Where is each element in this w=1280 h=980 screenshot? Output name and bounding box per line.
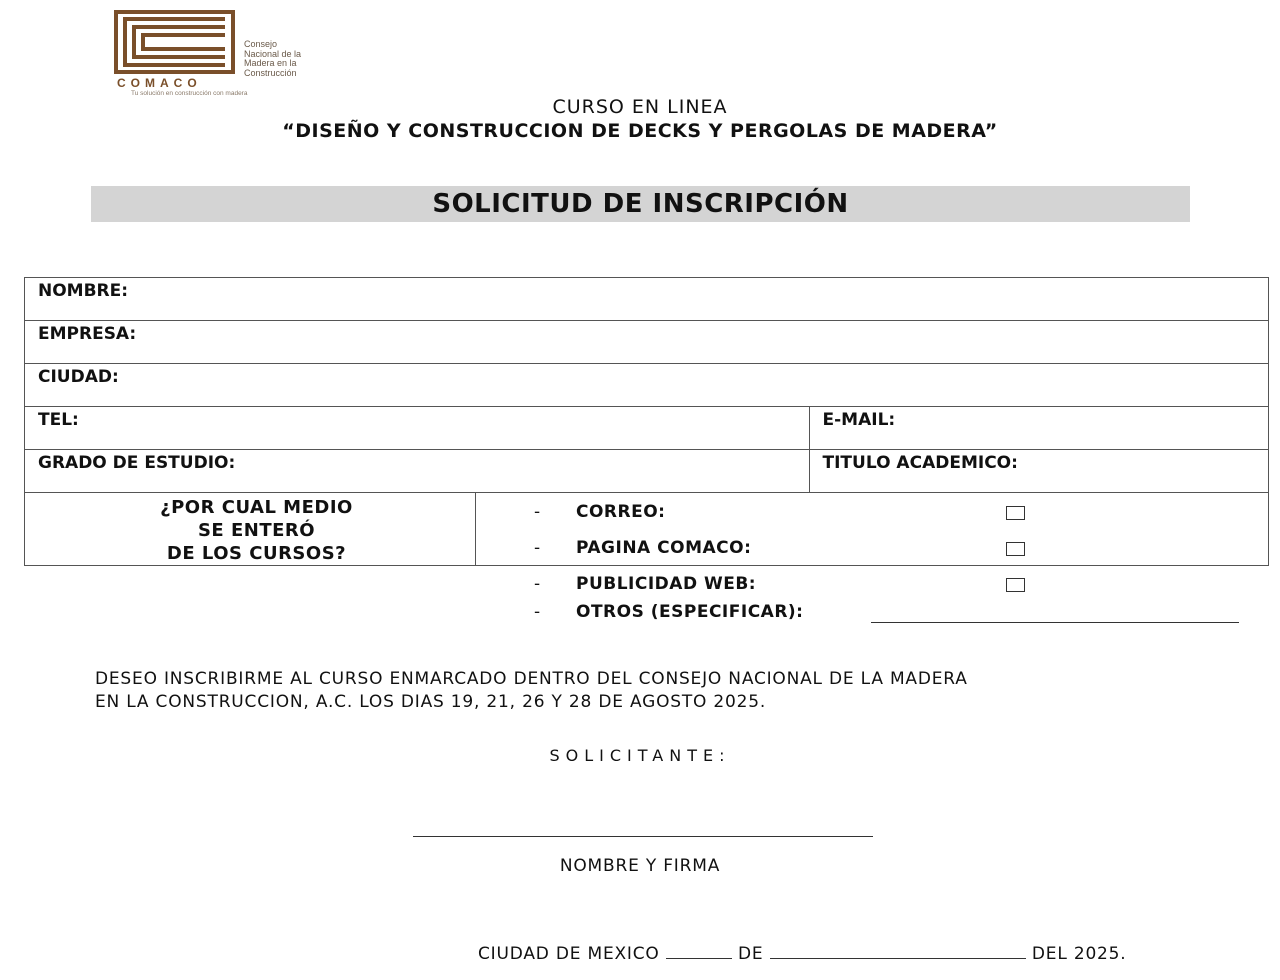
- date-city: CIUDAD DE MEXICO: [478, 944, 660, 964]
- empresa-label: EMPRESA:: [38, 324, 137, 344]
- form-title-banner: SOLICITUD DE INSCRIPCIÓN: [91, 186, 1190, 222]
- option-label: PAGINA COMACO:: [576, 538, 752, 558]
- month-blank[interactable]: [770, 944, 1026, 959]
- medio-question: ¿POR CUAL MEDIO SE ENTERÓ DE LOS CURSOS?: [25, 493, 476, 566]
- logo-brand: COMACO: [117, 76, 202, 90]
- comaco-logo-mark-icon: [113, 10, 238, 80]
- registration-form: [24, 277, 1269, 622]
- option-pagina-comaco: - PAGINA COMACO:: [476, 538, 1280, 562]
- nombre-label: NOMBRE:: [38, 281, 129, 301]
- tel-field[interactable]: [25, 407, 810, 450]
- titulo-label: TITULO ACADEMICO:: [822, 453, 1018, 473]
- logo-org-name: Consejo Nacional de la Madera en la Construcción: [244, 39, 302, 78]
- date-year: DEL 2025.: [1031, 944, 1127, 964]
- tel-label: TEL:: [38, 410, 79, 430]
- email-label: E-MAIL:: [822, 410, 896, 430]
- option-otros: - OTROS (ESPECIFICAR):: [476, 602, 1280, 626]
- logo-tagline: Tu solución en construcción con madera: [131, 90, 248, 97]
- option-label: PUBLICIDAD WEB:: [576, 574, 757, 594]
- email-field[interactable]: [809, 407, 1268, 450]
- ciudad-label: CIUDAD:: [38, 367, 119, 387]
- grado-field[interactable]: [25, 450, 810, 493]
- course-type: CURSO EN LINEA: [552, 96, 728, 118]
- checkbox-correo[interactable]: [1006, 506, 1025, 520]
- option-label: CORREO:: [576, 502, 666, 522]
- grado-label: GRADO DE ESTUDIO:: [38, 453, 236, 473]
- empresa-field[interactable]: [25, 321, 1269, 364]
- date-line: [478, 944, 1127, 964]
- comaco-logo: [113, 10, 353, 100]
- option-publicidad-web: - PUBLICIDAD WEB:: [476, 574, 1280, 598]
- medio-options: [476, 493, 1269, 622]
- day-blank[interactable]: [666, 944, 732, 959]
- option-label: OTROS (ESPECIFICAR):: [576, 602, 804, 622]
- checkbox-publicidad-web[interactable]: [1006, 578, 1025, 592]
- nombre-field[interactable]: [25, 278, 1269, 321]
- signature-line[interactable]: [413, 836, 873, 837]
- titulo-field[interactable]: [809, 450, 1268, 493]
- course-title: “DISEÑO Y CONSTRUCCION DE DECKS Y PERGOLAS DE MADERA”: [282, 120, 998, 142]
- solicitante-heading: SOLICITANTE:: [549, 746, 731, 765]
- signature-label: NOMBRE Y FIRMA: [559, 856, 721, 876]
- date-de: DE: [738, 944, 764, 964]
- option-correo: - CORREO:: [476, 502, 1280, 526]
- otros-specify-line[interactable]: [871, 622, 1239, 623]
- ciudad-field[interactable]: [25, 364, 1269, 407]
- statement-paragraph: DESEO INSCRIBIRME AL CURSO ENMARCADO DENTRO DEL CONSEJO NACIONAL DE LA MADERA EN LA CONSTRUCCION, A.C. LOS DIAS 19, 21, 26 Y 28 DE AGOSTO 2025.: [95, 669, 968, 712]
- checkbox-pagina-comaco[interactable]: [1006, 542, 1025, 556]
